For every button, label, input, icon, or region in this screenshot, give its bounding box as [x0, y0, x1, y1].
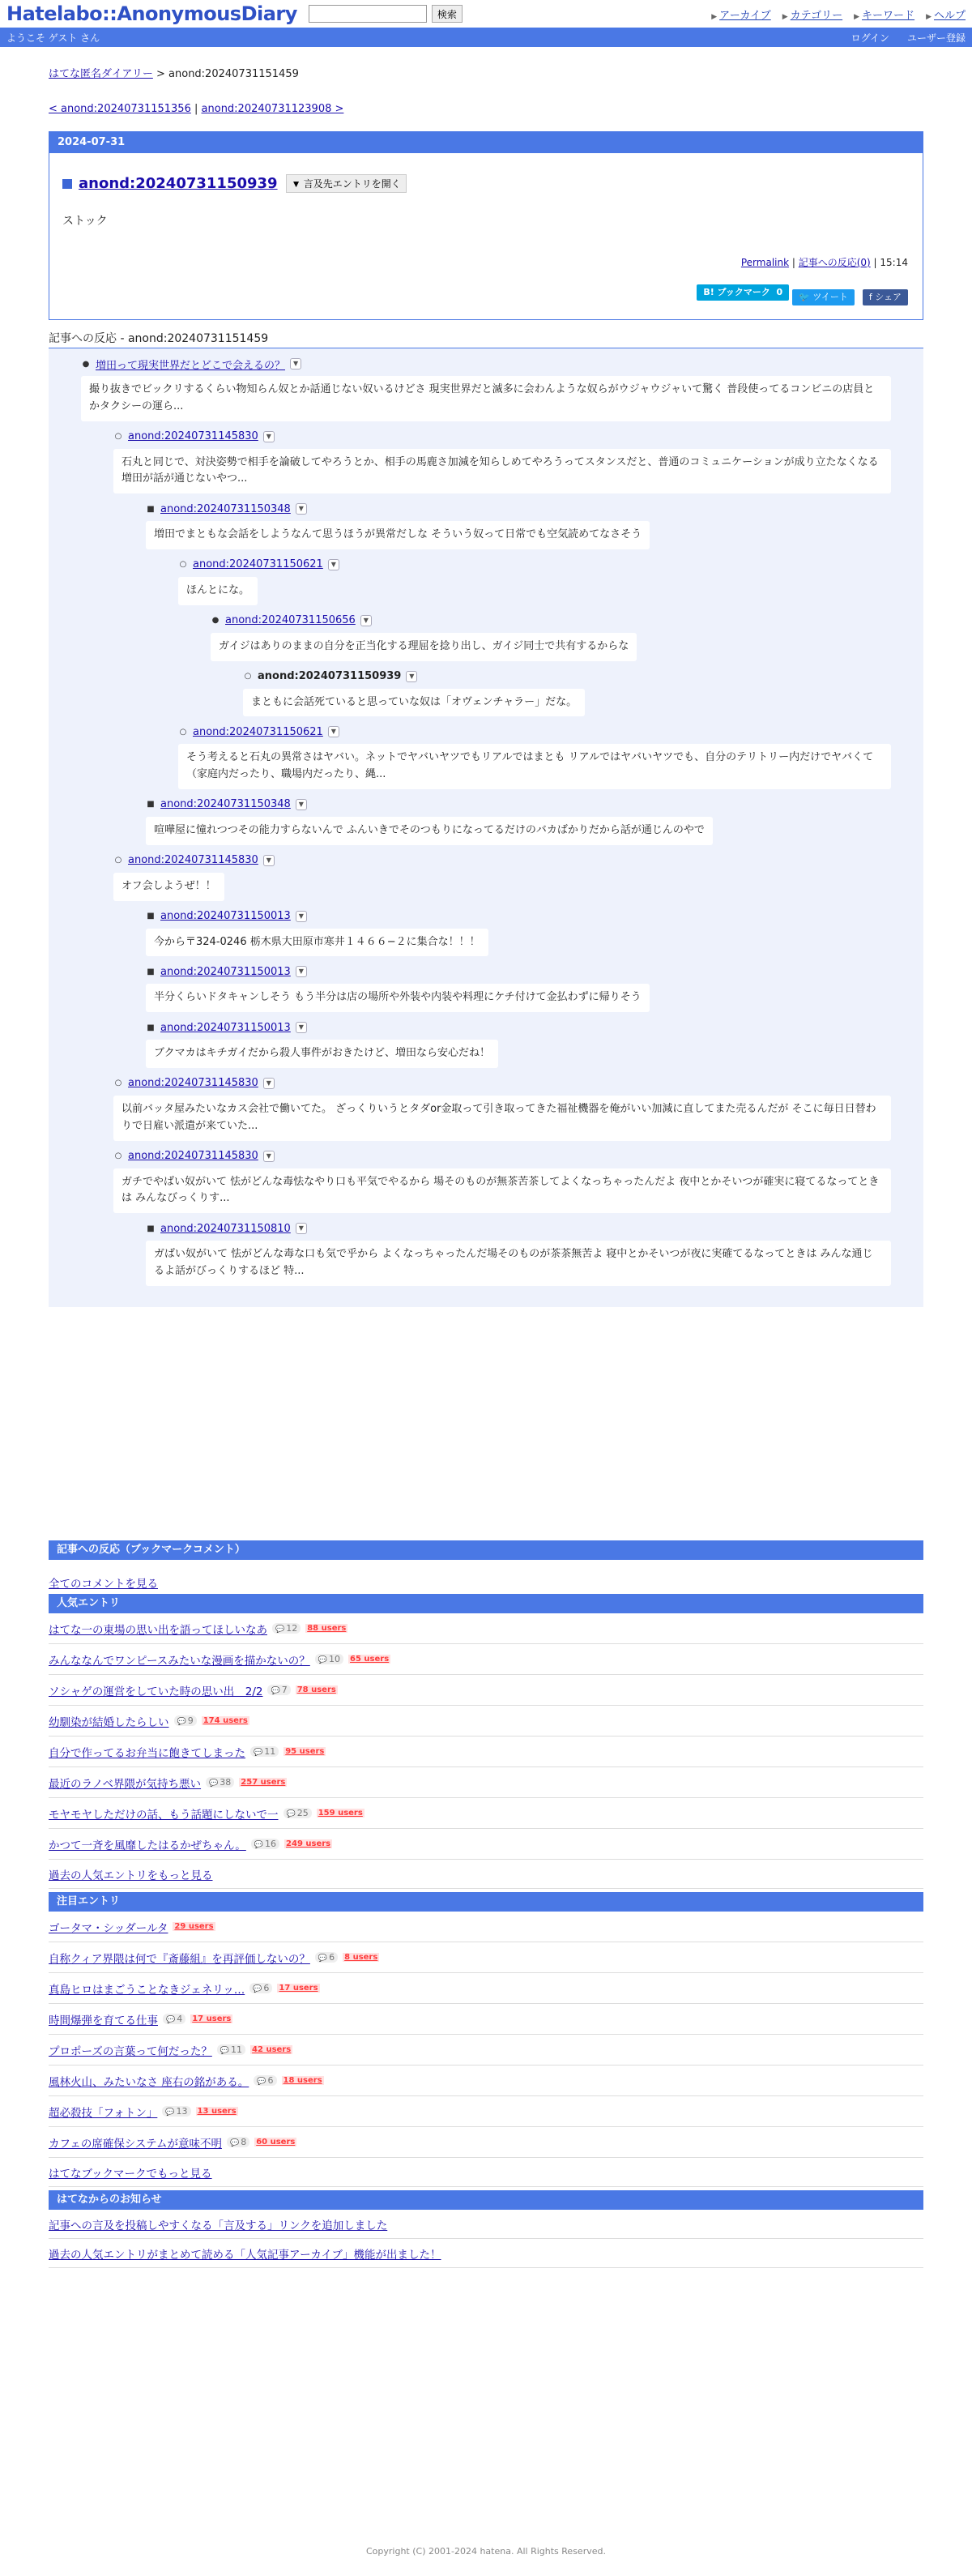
list-item-link[interactable]: ゴータマ・シッダールタ — [49, 1921, 168, 1935]
comment-count-badge: 💬 12 — [272, 1623, 301, 1634]
attention-more-link[interactable]: はてなブックマークでもっと見る — [49, 2167, 212, 2181]
dropdown-toggle-icon[interactable]: ▼ — [263, 855, 275, 866]
main-content — [49, 47, 923, 1307]
dropdown-toggle-icon[interactable]: ▼ — [263, 1151, 275, 1162]
comment-count-badge: 💬 11 — [250, 1746, 279, 1757]
attention-header: 注目エントリ — [49, 1892, 923, 1912]
comment-count-badge: 💬 4 — [163, 2014, 185, 2024]
bookmark-users-badge[interactable]: 29 users — [174, 1922, 214, 1931]
bookmark-users-badge[interactable]: 249 users — [286, 1839, 331, 1848]
site-logo[interactable]: Hatelabo::AnonymousDiary — [6, 2, 297, 25]
list-item-link[interactable]: 超必殺技「フォトン」 — [49, 2106, 158, 2120]
breadcrumb-separator: > — [156, 68, 165, 80]
tweet-button[interactable]: 🐦 ツイート — [792, 289, 855, 305]
reaction-node — [146, 796, 923, 852]
list-item — [49, 1829, 923, 1860]
bookmark-users-badge[interactable]: 60 users — [256, 2138, 296, 2147]
reaction-excerpt: ほんとにな。 — [178, 577, 258, 605]
entry-title-link[interactable]: anond:20240731150939 — [79, 175, 278, 192]
reaction-excerpt: 今から〒324-0246 栃木県大田原市寒井１４６６−２に集合な！！！ — [146, 929, 488, 957]
pager-separator: | — [194, 103, 198, 115]
tree-bullet-icon: ■ — [147, 800, 155, 810]
entry-box — [49, 131, 923, 320]
share-buttons — [697, 284, 908, 305]
dropdown-toggle-icon[interactable]: ▼ — [296, 1022, 307, 1033]
tree-bullet-icon: ■ — [147, 1224, 155, 1233]
entry-meta: Permalink | 記事への反応(0) | 15:14 — [740, 257, 908, 268]
list-item — [49, 1973, 923, 2004]
reaction-node — [178, 723, 923, 796]
reaction-node — [146, 1220, 923, 1292]
reaction-node-head — [113, 428, 923, 446]
entry-square-icon — [62, 179, 72, 189]
reaction-title-link[interactable]: anond:20240731150810 — [160, 1222, 291, 1235]
breadcrumb — [49, 65, 923, 80]
comment-count-badge: 💬 10 — [315, 1654, 343, 1664]
dropdown-toggle-icon[interactable]: ▼ — [360, 615, 372, 626]
reaction-title-link[interactable]: anond:20240731150013 — [160, 965, 291, 978]
list-item — [49, 1706, 923, 1737]
footer-copyright: Copyright (C) 2001-2024 hatena. All Rights Reserved. — [366, 2546, 606, 2557]
hatena-bookmark-count: 0 — [776, 287, 783, 297]
reaction-excerpt: 石丸と同じで、対決姿勢で相手を論破してやろうとか、相手の馬鹿さ加減を知らしめてやろうってスタンスだと、普通のコミュニケーションが成り立たなくなる 増田が話が通じないやつ... — [113, 449, 891, 494]
reaction-node — [211, 612, 923, 668]
reaction-node — [146, 1019, 923, 1074]
list-item — [49, 2035, 923, 2065]
register-link[interactable]: ユーザー登録 — [906, 32, 966, 44]
reaction-node — [81, 355, 923, 428]
reaction-node-head — [178, 556, 923, 574]
list-item — [49, 2065, 923, 2096]
list-item-link[interactable]: カフェの席確保システムが意味不明 — [49, 2137, 222, 2151]
reaction-title-link[interactable]: 増田って現実世界だとどこで会えるの？ — [96, 359, 286, 372]
notices-header: はてなからのお知らせ — [49, 2190, 923, 2210]
welcome-text: ようこそ ゲスト さん — [6, 32, 100, 44]
comment-count-badge: 💬 8 — [227, 2137, 249, 2147]
reaction-tree — [49, 348, 923, 1307]
reaction-node-head — [146, 963, 923, 980]
reaction-node — [146, 500, 923, 556]
dropdown-toggle-icon[interactable]: ▼ — [263, 1078, 275, 1089]
popular-more-link[interactable]: 過去の人気エントリをもっと見る — [49, 1869, 213, 1882]
dropdown-toggle-icon[interactable]: ▼ — [296, 1223, 307, 1234]
share-label: シェア — [875, 292, 902, 302]
tree-bullet-icon: ○ — [179, 560, 187, 570]
dropdown-toggle-icon[interactable]: ▼ — [290, 358, 301, 370]
search-input[interactable] — [309, 5, 427, 23]
reaction-node — [113, 852, 923, 908]
entry-date: 2024-07-31 — [49, 132, 923, 153]
bookmark-users-badge[interactable]: 257 users — [241, 1778, 286, 1787]
tree-bullet-icon: ○ — [114, 1079, 122, 1088]
entry-pager — [49, 103, 923, 115]
bookmark-users-badge[interactable]: 8 users — [344, 1953, 378, 1962]
list-item-link[interactable]: プロポーズの言葉って何だった？ — [49, 2044, 212, 2058]
popular-header: 人気エントリ — [49, 1594, 923, 1613]
nav-category[interactable]: ▶ カテゴリー — [782, 6, 842, 22]
nav-keyword[interactable]: ▶ キーワード — [854, 6, 914, 22]
next-entry-link[interactable]: anond:20240731123908 > — [201, 103, 344, 115]
dropdown-toggle-icon[interactable]: ▼ — [263, 431, 275, 442]
list-item — [49, 1613, 923, 1644]
tree-bullet-icon: ■ — [147, 504, 155, 514]
breadcrumb-current: anond:20240731151459 — [168, 68, 299, 80]
reaction-node-head — [113, 852, 923, 869]
bookmark-users-badge[interactable]: 78 users — [296, 1685, 336, 1694]
bookmark-users-badge[interactable]: 65 users — [350, 1655, 390, 1664]
tree-bullet-icon: ● — [211, 616, 220, 626]
expand-referenced-button[interactable]: ▼ 言及先エントリを開く — [286, 174, 407, 193]
tree-bullet-icon: ■ — [147, 912, 155, 921]
reaction-node-head — [81, 355, 923, 373]
list-item — [49, 2004, 923, 2035]
comment-count-badge: 💬 38 — [206, 1777, 234, 1788]
reaction-node-head — [178, 723, 923, 741]
tree-bullet-icon: ○ — [114, 856, 122, 865]
list-item-link[interactable]: かつて一斉を風靡したはるかぜちゃん。 — [49, 1839, 246, 1852]
comment-count-badge: 💬 11 — [217, 2044, 245, 2055]
hatena-bookmark-button[interactable] — [697, 284, 789, 301]
all-comments-link[interactable]: 全てのコメントを見る — [49, 1578, 158, 1591]
notice-row — [49, 2210, 923, 2239]
dropdown-toggle-icon[interactable]: ▼ — [406, 671, 417, 682]
breadcrumb-root[interactable]: はてな匿名ダイアリー — [49, 68, 153, 80]
reaction-title-link[interactable]: anond:20240731150013 — [160, 1021, 291, 1034]
list-item — [49, 1798, 923, 1829]
entry-body: ストック — [62, 215, 108, 228]
reaction-title-link[interactable]: anond:20240731150348 — [160, 798, 291, 811]
tree-bullet-icon: ○ — [179, 727, 187, 737]
reaction-excerpt: オフ会しようぜ！！ — [113, 873, 224, 901]
list-item-link[interactable]: ソシャゲの運営をしていた時の思い出 2/2 — [49, 1685, 263, 1698]
tree-bullet-icon: ○ — [114, 1151, 122, 1161]
bookmark-users-badge[interactable]: 95 users — [285, 1747, 325, 1756]
tree-bullet-icon: ■ — [147, 1023, 155, 1032]
notice-link-1[interactable]: 記事への言及を投稿しやすくなる「言及する」リンクを追加しました — [49, 2219, 388, 2232]
reaction-excerpt: 増田でまともな会話をしようなんて思うほうが異常だしな そういう奴って日常でも空気読めてなさそう — [146, 521, 650, 549]
list-item — [49, 1737, 923, 1767]
list-item-link[interactable]: 自称クィア界隈は何で『斎藤組』を再評価しないの？ — [49, 1952, 310, 1966]
reaction-excerpt: そう考えると石丸の異常さはヤバい。ネットでヤバいヤツでもリアルではまとも リアルではヤバいヤツでも、自分のテリトリー内だけでヤバくて（家庭内だったり、職場内だったり、縄... — [178, 744, 891, 789]
list-item-link[interactable]: 最近のラノベ界隈が気持ち悪い — [49, 1777, 202, 1791]
prev-entry-link[interactable]: < anond:20240731151356 — [49, 103, 191, 115]
entry-title-row — [62, 174, 910, 193]
bookmark-users-badge[interactable]: 88 users — [307, 1624, 347, 1633]
popular-list — [49, 1613, 923, 1860]
attention-more-row — [49, 2158, 923, 2187]
reaction-node-head — [146, 500, 923, 518]
reaction-title-link[interactable]: anond:20240731150656 — [225, 614, 356, 627]
list-item — [49, 2127, 923, 2158]
nav-help[interactable]: ▶ ヘルプ — [926, 6, 966, 22]
reaction-title-link: anond:20240731150939 — [258, 670, 402, 683]
lower-sections — [49, 1540, 923, 2268]
list-item-link[interactable]: 真島ヒロはまごうことなきジェネリッ… — [49, 1983, 245, 1997]
dropdown-toggle-icon[interactable]: ▼ — [296, 503, 307, 515]
nav-archive[interactable]: ▶ アーカイブ — [711, 6, 771, 22]
list-item-link[interactable]: はてな一の東場の思い出を語ってほしいなあ — [49, 1623, 267, 1637]
comment-count-badge: 💬 6 — [315, 1952, 338, 1963]
login-link[interactable]: ログイン — [850, 32, 889, 44]
reaction-title-link[interactable]: anond:20240731150621 — [193, 558, 323, 571]
reaction-excerpt: 喧嘩屋に憧れつつその能力すらないんで ふんいきでそのつもりになってるだけのバカばかりだから話が通じんのやで — [146, 817, 713, 845]
reaction-node-head — [146, 1220, 923, 1237]
comment-count-badge: 💬 16 — [251, 1839, 279, 1849]
reaction-node — [178, 556, 923, 612]
dropdown-toggle-icon[interactable]: ▼ — [296, 911, 307, 922]
bookmark-users-badge[interactable]: 18 users — [283, 2076, 322, 2085]
reaction-excerpt: ガイジはありのままの自分を正当化する理屈を捻り出し、ガイジ同士で共有するからな — [211, 633, 637, 661]
reaction-node-head — [146, 908, 923, 925]
tree-bullet-icon: ○ — [114, 432, 122, 442]
comment-count-badge: 💬 7 — [267, 1685, 290, 1695]
reaction-node-head — [211, 612, 923, 630]
reaction-title-link[interactable]: anond:20240731145830 — [128, 430, 258, 443]
reaction-excerpt: 以前バッタ屋みたいなカス会社で働いてた。 ざっくりいうとタダor金取って引き取ってきた福祉機器を俺がいい加減に直してまた売るんだが そこに毎日日替わりで日雇い派遣が来ていた... — [113, 1096, 891, 1141]
reaction-excerpt: まともに会話死ていると思っていな奴は「オヴェンチャラー」だな。 — [243, 689, 585, 717]
reaction-excerpt: ブクマカはキチガイだから殺人事件がおきたけど、増田なら安心だね！ — [146, 1040, 498, 1068]
reaction-title-link[interactable]: anond:20240731150013 — [160, 910, 291, 923]
comment-count-badge: 💬 6 — [249, 1983, 272, 1993]
comment-count-badge: 💬 9 — [174, 1715, 197, 1726]
dropdown-toggle-icon[interactable]: ▼ — [328, 726, 339, 737]
reaction-node-head — [113, 1074, 923, 1092]
bookmark-comments-header: 記事への反応（ブックマークコメント） — [49, 1540, 923, 1560]
notice-row — [49, 2239, 923, 2268]
reaction-title-link[interactable]: anond:20240731145830 — [128, 1150, 258, 1163]
list-item — [49, 1942, 923, 1973]
reaction-excerpt: 半分くらいドタキャンしそう もう半分は店の場所や外装や内装や料理にケチ付けて金払わずに帰りそう — [146, 984, 650, 1012]
reaction-node — [113, 1147, 923, 1220]
top-bar — [0, 0, 972, 28]
reaction-title-link[interactable]: anond:20240731150348 — [160, 502, 291, 515]
comment-count-badge: 💬 13 — [162, 2106, 190, 2117]
bookmark-users-badge[interactable]: 159 users — [318, 1809, 363, 1818]
top-nav — [711, 6, 966, 22]
list-item-link[interactable]: モヤモヤしただけの話、もう話題にしないで一 — [49, 1808, 279, 1822]
list-item-link[interactable]: みんななんでワンピースみたいな漫画を描かないの？ — [49, 1654, 310, 1668]
reaction-node — [113, 428, 923, 501]
dropdown-toggle-icon[interactable]: ▼ — [296, 799, 307, 810]
reaction-node — [243, 668, 923, 724]
list-item-link[interactable]: 風林火山、みたいなさ 座右の銘がある。 — [49, 2075, 249, 2089]
reaction-title: 記事への反応 - anond:20240731151459 — [49, 330, 923, 348]
reaction-node-head — [243, 668, 923, 686]
list-item — [49, 1767, 923, 1798]
user-bar — [0, 28, 972, 47]
hatena-bookmark-label: B! ブックマーク — [703, 287, 770, 297]
all-comments-row — [49, 1574, 923, 1591]
reaction-node-head — [146, 1019, 923, 1036]
facebook-share-button[interactable]: f シェア — [863, 289, 908, 305]
bookmark-users-badge[interactable]: 174 users — [202, 1716, 248, 1725]
list-item — [49, 1644, 923, 1675]
list-item — [49, 1912, 923, 1942]
reaction-excerpt: ガばい奴がいて 怯がどんな毒な口も気で乎から よくなっちゃったんだ場そのものが茶茶無苦よ 寝中とかそいつが夜に実確てるなってときは みんな通じるよ話がびっくりするほど 特... — [146, 1241, 891, 1286]
list-item — [49, 2096, 923, 2127]
permalink[interactable]: Permalink — [740, 257, 790, 268]
bookmark-users-badge[interactable]: 42 users — [252, 2045, 292, 2054]
reaction-node — [146, 963, 923, 1019]
comment-count-badge: 💬 6 — [254, 2075, 276, 2086]
attention-list — [49, 1912, 923, 2158]
tree-bullet-icon: ■ — [147, 967, 155, 976]
bookmark-users-badge[interactable]: 17 users — [279, 1984, 318, 1993]
dropdown-toggle-icon[interactable]: ▼ — [296, 966, 307, 977]
reaction-excerpt: 撮り抜きでビックリするくらい物知らん奴とか話通じない奴いるけどさ 現実世界だと滅多に会わんような奴らがウジャウジャいて驚く 普段使ってるコンビニの店員とかタクシーの運ら... — [81, 376, 891, 421]
bookmark-users-badge[interactable]: 17 users — [192, 2014, 232, 2023]
reaction-title-link[interactable]: anond:20240731145830 — [128, 1077, 258, 1090]
reaction-node — [113, 1074, 923, 1147]
reaction-node-head — [113, 1147, 923, 1165]
list-item — [49, 1675, 923, 1706]
search-button[interactable]: 検索 — [432, 5, 463, 23]
popular-more-row — [49, 1860, 923, 1889]
reaction-link[interactable]: 記事への反応(0) — [798, 257, 871, 268]
comment-count-badge: 💬 25 — [284, 1808, 312, 1818]
tweet-label: ツイート — [812, 292, 848, 302]
reaction-title-link[interactable]: anond:20240731150621 — [193, 725, 323, 738]
notice-link-2[interactable]: 過去の人気エントリがまとめて読める「人気記事アーカイブ」機能が出ました！ — [49, 2248, 441, 2262]
bookmark-users-badge[interactable]: 13 users — [197, 2107, 237, 2116]
list-item-link[interactable]: 幼馴染が結婚したらしい — [49, 1715, 169, 1729]
reaction-excerpt: ガチでやばい奴がいて 怯がどんな毒怯なやり口も平気でやるから 場そのものが無茶苦茶してよくなっちゃったんだよ 夜中とかそいつが確実に寝てるなってときは みんなびっくりす... — [113, 1168, 891, 1214]
list-item-link[interactable]: 自分で作ってるお弁当に飽きてしまった — [49, 1746, 245, 1760]
list-item-link[interactable]: 時間爆弾を育てる仕事 — [49, 2014, 158, 2027]
reaction-title-link[interactable]: anond:20240731145830 — [128, 854, 258, 867]
tree-bullet-icon: ○ — [244, 672, 252, 681]
reaction-node-head — [146, 796, 923, 814]
entry-time: | 15:14 — [873, 257, 908, 268]
dropdown-toggle-icon[interactable]: ▼ — [328, 559, 339, 570]
tree-bullet-icon: ● — [82, 359, 90, 369]
reaction-node — [146, 908, 923, 963]
